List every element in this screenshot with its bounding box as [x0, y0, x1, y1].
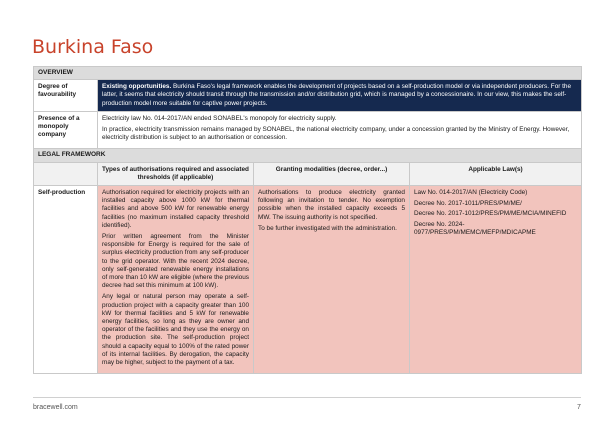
header-empty-cell [34, 162, 98, 185]
section-legal-heading: LEGAL FRAMEWORK [34, 149, 582, 162]
header-types: Types of authorisations required and associated thresholds (if applicable) [98, 162, 254, 185]
law-item: Decree No. 2017-1011/PRES/PM/ME/ [414, 199, 522, 207]
self-production-row [34, 186, 582, 374]
types-paragraph: Any legal or natural person may operate a self-production project with a capacity greater than 100 kW for thermal facilities and 5 kW for renewable energy facilities, so long as they are owner and operator of the facilities and they use the energy on the production site. The self-production project should a capacity equal to 100% of the rated power of its internal facilities. By derogation, the capacity may be higher, subject to the payment of a tax. [102, 293, 249, 367]
presence-label: Presence of a monopoly company [34, 111, 98, 149]
section-overview-heading: OVERVIEW [34, 67, 582, 80]
types-paragraph: Authorisation required for electricity projects with an installed capacity above 1000 kW for thermal facilities and above 500 kW for renewable energy facilities (no maximum installed capacity threshold identified). [102, 189, 249, 229]
section-overview-row [34, 67, 582, 80]
degree-bold: Existing opportunities. [102, 83, 172, 91]
law-item: Decree No. 2024-0977/PRES/PM/MEMC/MEFP/MDICAPME [414, 221, 536, 237]
degree-label: Degree of favourability [34, 80, 98, 112]
law-item: Decree No. 2017-1012/PRES/PM/ME/MCIA/MINEFID [414, 210, 567, 218]
header-modalities: Granting modalities (decree, order...) [254, 162, 410, 185]
page-number: 7 [577, 404, 581, 411]
self-production-label: Self-production [34, 186, 98, 374]
footer-url[interactable]: bracewell.com [33, 404, 78, 411]
section-legal-row [34, 149, 582, 162]
header-laws: Applicable Law(s) [410, 162, 582, 185]
legal-header-row [34, 162, 582, 185]
types-cell [98, 186, 254, 374]
presence-paragraph: Electricity law No. 014-2017/AN ended SONABEL's monopoly for electricity supply. [102, 114, 337, 122]
presence-paragraph: In practice, electricity transmission remains managed by SONABEL, the national electricity company, under a concession granted by the Ministry of Energy. However, electricity distribution is subject to an authorisation or concession. [102, 126, 570, 142]
footer-divider [33, 397, 581, 398]
types-paragraph: Prior written agreement from the Minister responsible for Energy is required for the sale of surplus electricity production from any self-producer to the grid operator. With the recent 2024 decree, only self-generated renewable energy installations of more than 10 kW are eligible (where the previous decree had set this minimum at 100 kW). [102, 233, 249, 290]
presence-cell [98, 111, 582, 149]
law-item: Law No. 014-2017/AN (Electricity Code) [414, 189, 528, 197]
page-title: Burkina Faso [32, 36, 154, 58]
degree-cell [98, 80, 582, 112]
modalities-cell [254, 186, 410, 374]
country-table [33, 66, 582, 374]
degree-row [34, 80, 582, 112]
modalities-paragraph: To be further investigated with the administration. [258, 224, 397, 232]
presence-row [34, 111, 582, 149]
laws-cell [410, 186, 582, 374]
degree-text: Burkina Faso's legal framework enables the development of projects based on a self-production model or via independent producers. For the latter, it seems that electricity should transit through the transmission and/or distribution grid, which is managed by a concessionaire. In our view, this makes the self-production model more suitable for captive power projects. [102, 83, 572, 107]
modalities-paragraph: Authorisations to produce electricity granted following an invitation to tender. No exemption possible when the installed capacity exceeds 5 MW. The issuing authority is not specified. [258, 189, 405, 221]
